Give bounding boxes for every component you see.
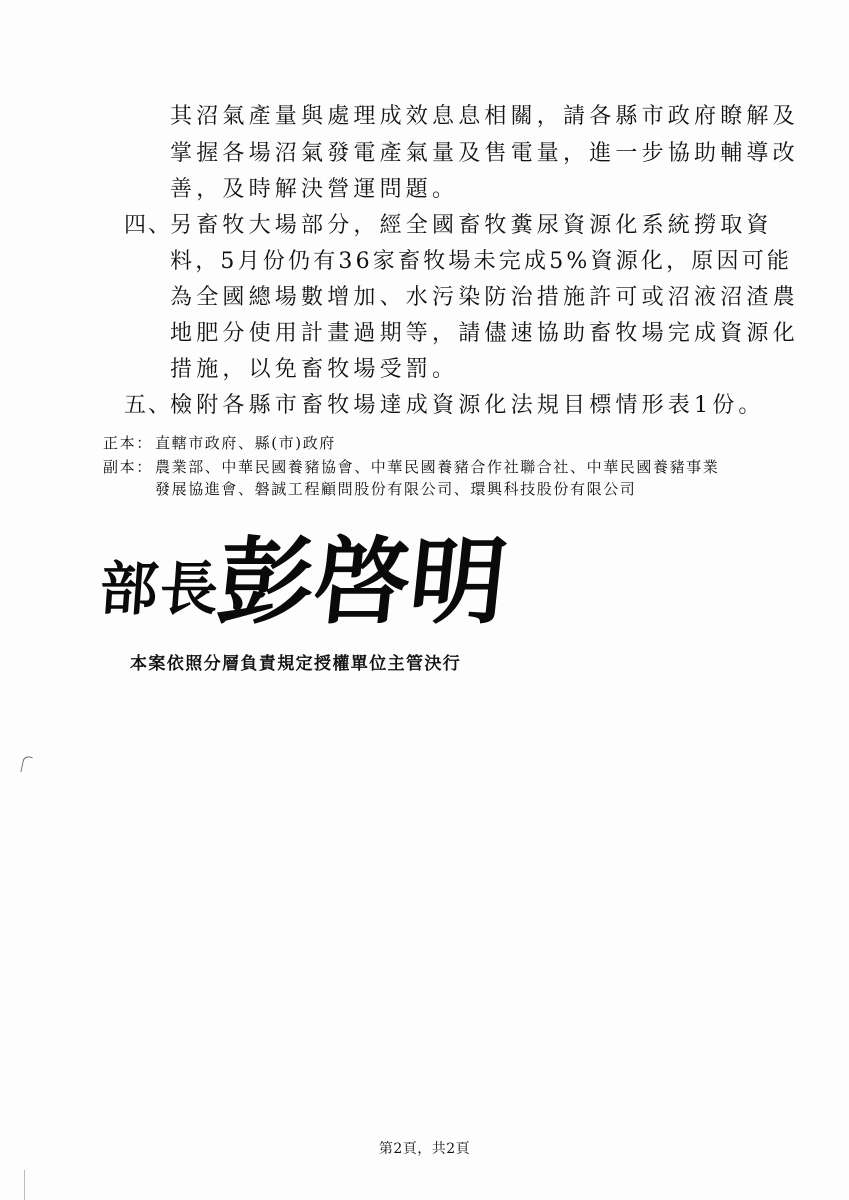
item-five-marker: 五、	[124, 393, 173, 418]
original-recipients-label: 正本：	[103, 434, 153, 452]
page-number: 第2頁，共2頁	[378, 1141, 471, 1157]
copy-recipients-line-2: 發展協進會、磐誠工程顧問股份有限公司、環興科技股份有限公司	[155, 480, 637, 498]
delegation-note: 本案依照分層負責規定授權單位主管決行	[130, 654, 462, 674]
item-four-line-3: 為全國總場數增加、水污染防治措施許可或沼液沼渣農	[170, 285, 799, 310]
item-four-marker: 四、	[124, 213, 173, 238]
original-recipients: 直轄市政府、縣(市)政府	[155, 434, 336, 452]
item-five-text: 檢附各縣市畜牧場達成資源化法規目標情形表1份。	[170, 393, 765, 418]
copy-recipients-label: 副本：	[103, 458, 153, 476]
scan-artifact-mark	[20, 755, 32, 773]
item-four-line-5: 措施，以免畜牧場受罰。	[170, 357, 459, 382]
item-four-line-4: 地肥分使用計畫過期等，請儘速協助畜牧場完成資源化	[170, 321, 799, 346]
body-continuation-line-1: 其沼氣產量與處理成效息息相關，請各縣市政府瞭解及	[170, 104, 799, 129]
body-continuation-line-2: 掌握各場沼氣發電產氣量及售電量，進一步協助輔導改	[170, 141, 799, 166]
signature-title: 部長	[97, 555, 223, 623]
signature-name: 彭啓明	[212, 526, 512, 637]
item-four-line-2: 料，5月份仍有36家畜牧場未完成5%資源化，原因可能	[170, 249, 793, 274]
body-continuation-line-3: 善，及時解決營運問題。	[170, 177, 459, 202]
scan-edge-line	[24, 1170, 25, 1200]
copy-recipients-line-1: 農業部、中華民國養豬協會、中華民國養豬合作社聯合社、中華民國養豬事業	[155, 458, 720, 476]
item-four-line-1: 另畜牧大場部分，經全國畜牧糞尿資源化系統撈取資	[170, 213, 773, 238]
